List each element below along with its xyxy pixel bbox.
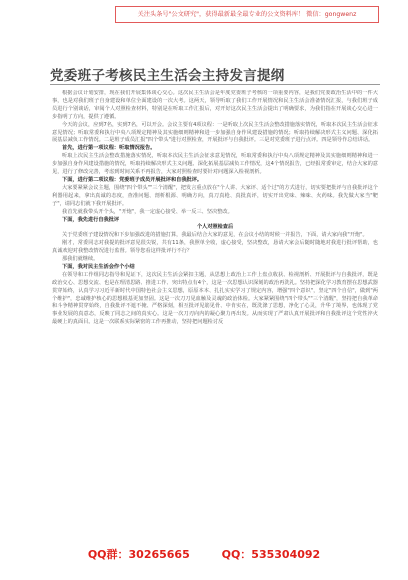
document-body — [52, 90, 378, 548]
page-title: 党委班子考核民主生活会主持发言提纲 — [50, 68, 285, 84]
body-paragraph: 大家要紧紧会议主题，围绕"四个带头""三个清醒"，把发言重点放在"个人讲、大家评、适个过"的方式进行，切实要把批评与自我批评这个利器用起来，拿出真诚的态度，查准问题、剖析根源、明确方向，真刀真枪、真批真评，切实开出党味、辣味、火药味。我先做大家当"靶子"，请同志们就下我开展批评。 — [52, 184, 378, 207]
section-heading: 个人对照检查后 — [196, 224, 234, 231]
section-heading: 下面，我对民主生活会作个小结 — [62, 263, 135, 270]
body-paragraph: 今天的会议，应到7名，实到7名，可以开会。会议主要有4项议程：一是听取上次民主生活会整改措施落实情况，听取本次民主生活会征求意见情况；听取常委和执行中央八项规定精神及其实施细则精神和进一步加强自身作风建设措施的情况；听取持续解决形式主义问题、深化拓展基层减负工作情况。二是班子成员汇报"四个带头"进行对照检查，开展批评与自我批评。三是对党委班子进行点评。四是领导作总结讲话。 — [52, 121, 378, 144]
qq-contact-label: QQ：535304092 — [221, 548, 321, 561]
body-paragraph: 根据会议计划安排，现在我们开展集体谈心交心。这次民主生活会是年度党委班子考核的一项重要内容，是我们党委政治生活中的一件大事，也是对我们班子自身建设和单位全面建设的一次大考。这两天，领导听取了我们工作开展情况和民主生活会准备情况汇报，与我们班子成员进行个别谈话，审阅个人对照检查材料，特别是在听取工作汇报后，对开好这次民主生活会提出了明确要求，为我们指在开展谈心交心进一步指明了方向，提供了遵循。 — [52, 90, 378, 120]
body-paragraph: 我首先就我带头开个头，"开炮"，我一定虚心接受、举一反三、坚决整改。 — [62, 208, 233, 215]
body-paragraph: 在领导和工作组同志指导和见证下，这次民主生活会紧扣主题，从思想上政治上工作上盘点收获、检视剖析、开展批评与自我批评，既是政治交心、思想交流、也是在理清思路、推进工作、突出特点有4个，这是一次思想认识深刻的政治再洗礼。坚持把深化学习教育摆在思想武器贯穿始终，认真学习习近平新时代中国特色社会主义思想，原原本本、扎扎实实学习了规定内容，增强"四个意识"，坚定"四个自信"，做到"两个维护"，忠诚维护核心的思想根基更加坚固。这是一次刀刀见血触及灵魂的政治体检。大家紧紧围绕"四个带头""三个清醒"，坚持把自我革命和斗争精神贯穿始终，自我批评不遮不掩、严格深刻，相互批评见筋见骨、中肯实在，既洗涤了思想，净化了心灵，升华了境界，也体现了党事业发展的真意态，反映了同志之间的真实心。这是一次刀刃向内的凝心聚力再出发。从而实现了严肃认真开展批评和自我批评这个党性淬火最硬上的真面目。这是一次联系实际紧密的工作再推动，坚持把问题检讨反 — [52, 271, 378, 326]
title-divider — [50, 84, 380, 85]
top-banner: 关注头条号"公文研究"，获得最新最全最专业的公文资料库！ 微信：gongwenz — [115, 6, 379, 23]
footer-contact — [0, 546, 408, 562]
body-paragraph: 关于党委班子建设情况和下步加强改进的措施打算，我最后结合大家的意见，在会议小结的时候一并报告，下面，请大家向我"开炮"。 — [62, 232, 368, 239]
section-heading: 首先，进行第一项议程：听取情况报告。 — [62, 145, 156, 152]
section-heading: 下面，我先进行自我批评 — [62, 216, 120, 223]
section-heading: 下面，进行第二项议程：党委班子成员开展批评和自我批评。 — [62, 176, 203, 183]
body-paragraph: 刚才，常委同志对我提的批评意见很尖锐，共有11条，我照单全收，虚心接受，坚决整改，恳请大家会后随时随地对我进行批评帮助，也真诚欢迎对我整改情况进行监督。领导您看这样批评行不行？ — [52, 240, 378, 255]
qq-group-label: QQ群：30265665 — [87, 548, 190, 561]
body-paragraph: 那我们就继续。 — [62, 256, 99, 263]
body-paragraph: 听取上次民主生活会整改措施落实情况，听取本次民主生活会征求意见情况，听取常委和执行中央八项规定精神及其实施细则精神和进一步加强自身作风建设措施的情况，听取持续解决形式主义问题、深化拓展基层减负工作情况，这4个情况报告，已经报常委审定，结合大家的意见，进行了修改完善，考虑到时间关系不再报告，大家对照检查时要针对问题深入检视剖析。 — [52, 153, 378, 176]
